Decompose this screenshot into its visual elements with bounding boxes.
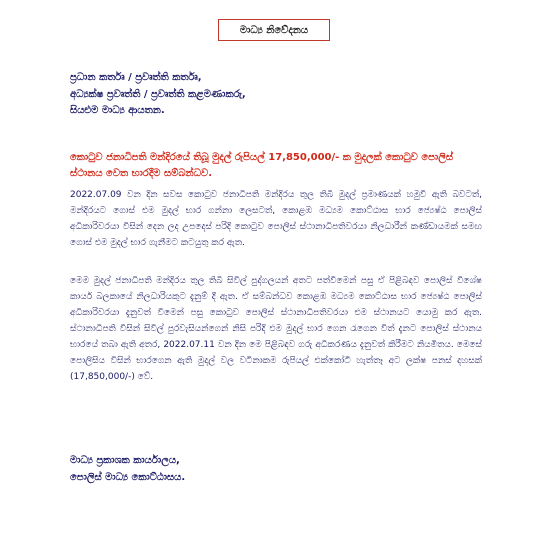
document-title: මාධ්‍ය නිවේදනය <box>218 19 330 41</box>
addressee-line: සියළුම මාධ්‍ය ආයතන. <box>70 105 165 116</box>
body-paragraph-1: 2022.07.09 වන දින සවස කොටුව ජනාධිපති මන්දිරය තුල තිබී මුදල් ප්‍රමාණයක් හමුවී ඇති බවටත්, මන්දිරයට ගොස් එම මුදල් භාර ගන්නා ලෙසටත්, කොළඹ මධ්‍යම කොට්ඨාස භාර ජ්‍යෙෂ්ඨ පොලිස් අධිකාරිවරයා විසින් දෙන ලද උපදෙස් පරිදි කොටුව පොලිස් ස්ථානාධිපතිවරයා නිලධාරීන් කණ්ඩායමක් සමඟ ගොස් එම මුදල් භාර ගැනීමට කටයුතු කර ඇත. <box>70 190 482 248</box>
addressee-line: අධ්‍යක්ෂ ප්‍රවෘත්ති / ප්‍රවෘත්ති කළමණාකරු, <box>70 88 246 100</box>
subject-line: කොටුව ජනාධිපති මන්දිරයේ තිබූ මුදල් රුපියල් 17,850,000/- ක මුදලක් කොටුව පොලිස් ස්ථානය වෙත භාරදීම සම්බන්ධව. <box>70 152 454 179</box>
body-paragraph-2: මෙම මුදල් ජනාධිපති මන්දිරය තුල තිබී සිවිල් පුද්ගලයන් අතට පත්වීමෙන් පසු ඒ පිළිබඳව පොලිස් විශේෂ කාර්ය බලකායේ නිලධාරියකුට දැනුම් දී ඇත. ඒ සම්බන්ධව කොළඹ මධ්‍යම කොට්ඨාස භාර ජ්‍යෙෂ්ඨ පොලිස් අධිකාරිවරයා දැනුවත් වීමෙන් පසු කොටුව පොලිස් ස්ථානාධිපතිවරයා එම ස්ථානයට යොමු කර ඇත. ස්ථානාධිපති විසින් සිවිල් පුරවැසියන්ගෙන් නිසි පරිදි එම මුදල් භාර ගෙන රැගෙන විත් දැනට පොලිස් ස්ථානය භාරයේ තබා ඇති අතර, 2022.07.11 වන දින මෙ පිළිබඳව ගරු අධිකරණය දැනුවත් කිරීමට නියමිතය. මෙසේ පොලිසිය විසින් භාරගෙන ඇති මුදල් වල වටිනාකම රුපියල් එක්කෝටි හැත්තෑ අට ලක්ෂ පනස් දහසක් (17,850,000/-) වේ. <box>70 276 482 382</box>
addressee-block <box>70 70 246 120</box>
signature-line: පොලිස් මාධ්‍ය කොට්ඨාසය. <box>70 472 186 483</box>
addressee-line: ප්‍රධාන කර්තෘ / ප්‍රවෘත්ති කර්තෘ, <box>70 72 202 83</box>
signature-line: මාධ්‍ය ප්‍රකාශක කාර්යාලය, <box>70 455 180 466</box>
signature-block <box>70 452 185 486</box>
